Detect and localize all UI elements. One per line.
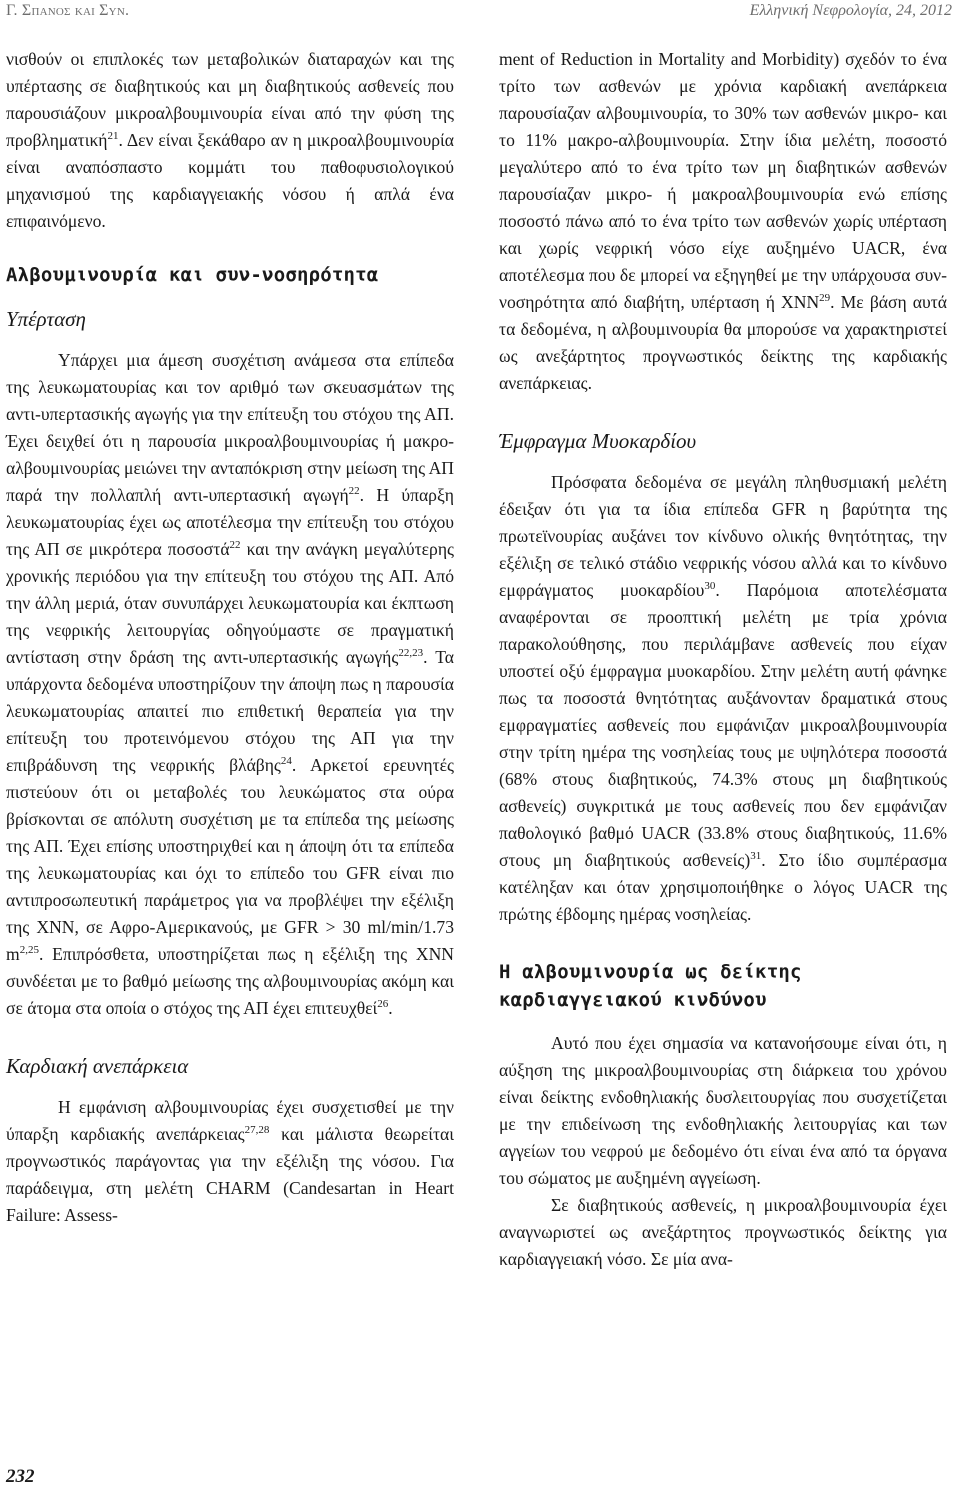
paragraph: Πρόσφατα δεδομένα σε μεγάλη πληθυσμιακή μελέτη έδειξαν ότι για τα ίδια επίπεδα GFR η βαρύτητα της πρωτεϊνουρίας αυξάνει τον κίνδυνο ολικής θνητότητας, την εξέλιξη σε τελικό στάδιο νεφρικής νόσου αλλά και το κίνδυνο εμφράγματος μυοκαρδίου$^{30}$. Παρόμοια αποτελέσματα αναφέρονται σε προοπτική μελέτη με τρία χρόνια παρακολούθησης, που περιλάμβανε ασθενείς που είχαν υποστεί οξύ έμφραγμα μυοκαρδίου. Στην μελέτη αυτή φάνηκε πως τα ποσοστά θνητότητας αυξάνονταν δραματικά στους εμφραγματίες ασθενείς που εμφάνιζαν μικροαλβουμινουρία στην τρίτη ημέρα της νοσηλείας τους με υψηλότερα ποσοστά (68% στους διαβητικούς, 74.3% στους μη διαβητικούς ασθενείς) συγκριτικά με τους ασθενείς που δεν εμφάνιζαν παθολογικό βαθμό UACR (33.8% στους διαβητικούς, 11.6% στους μη διαβητικούς ασθενείς)$^{31}$. Στο ίδιο συμπέρασμα κατέληξαν και όταν χρησιμοποιήθηκε ο λόγος UACR της πρώτης έβδομης ημέρας νοσηλείας. [499,472,948,924]
citation: 30 [704,580,716,592]
running-head-authors: Γ. Σπανος και Συν. [6,2,130,19]
citation: 22 [229,539,241,551]
page-number: 232 [6,1466,35,1487]
citation: 27,28 [244,1124,270,1136]
running-head-journal: Ελληνική Νεφρολογία, 24, 2012 [749,2,952,19]
left-column [6,46,454,1229]
paragraph: Αυτό που έχει σημασία να κατανοήσουμε είναι ότι, η αύξηση της μικροαλβουμινουρίας στη διάρκεια του χρόνου είναι δείκτης ενδοθηλιακής δυσλειτουργίας που συσχετίζεται με την επιδείνωση της ενδοθηλιακής λειτουργίας και των αγγείων του νεφρού με δεδομένο ότι είναι ένα από τα όργανα του σώματος με αυξημένη αγγείωση. [499,1033,947,1188]
citation: 22 [348,485,360,497]
subsection-heading: Υπέρταση [6,307,86,331]
citation: 26 [377,998,389,1010]
right-column [499,46,947,1273]
citation: 21 [107,130,119,142]
running-head [6,2,952,26]
citation: 22,23 [398,647,424,659]
paragraph: ment of Reduction in Mortality and Morbidity) σχεδόν το ένα τρίτο των ασθενών με χρόνια καρδιακή ανεπάρκεια παρουσίαζαν αλβουμινουρία, το 30% των ασθενών μικρο- και το 11% μακρο-αλβουμινουρία. Στην ίδια μελέτη, ποσοστό μεγαλύτερο από το ένα τρίτο των μη διαβητικών ασθενών παρουσίαζαν μικρο- ή μακροαλβουμινουρία ενώ επίσης ποσοστό πάνω από το ένα τρίτο των ασθενών χωρίς υπέρταση και χωρίς νεφρική νόσο είχε αυξημένο UACR, ένα αποτέλεσμα που δε μπορεί να εξηγηθεί με την υπάρχουσα συν-νοσηρότητα από διαβήτη, υπέρταση ή ΧΝΝ$^{29}$. Με βάση αυτά τα δεδομένα, η αλβουμινουρία θα μπορούσε να χαρακτηριστεί ως ανεξάρτητος προγνωστικός δείκτης της καρδιακής ανεπάρκειας. [499,49,947,393]
citation: 24 [280,755,292,767]
section-heading: Αλβουμινουρία και συν-νοσηρότητα [6,264,379,286]
paragraph: Η εμφάνιση αλβουμινουρίας έχει συσχετισθεί με την ύπαρξη καρδιακής ανεπάρκειας$^{27,28}$ και μάλιστα θεωρείται προγνωστικός παράγοντας για την εξέλιξη της νόσου. Για παράδειγμα, στη μελέτη CHARM (Candesartan in Heart Failure: Assess- [6,1097,454,1225]
citation: 2,25 [19,944,39,956]
subsection-heading: Καρδιακή ανεπάρκεια [6,1054,189,1078]
paragraph: Υπάρχει μια άμεση συσχέτιση ανάμεσα στα επίπεδα της λευκωματουρίας και τον αριθμό των σκευασμάτων της αντι-υπερτασικής αγωγής για την επίτευξη του στόχου της ΑΠ. Έχει δειχθεί ότι η παρουσία μικροαλβουμινουρίας ή μακρο-αλβουμινουρίας μειώνει την ανταπόκριση στην μείωση της ΑΠ παρά την πολλαπλή αντι-υπερτασική αγωγή$^{22}$. Η ύπαρξη λευκωματουρίας έχει ως αποτέλεσμα την επίτευξη του στόχου της ΑΠ σε μικρότερα ποσοστά$^{22}$ και την ανάγκη μεγαλύτερης χρονικής περιόδου για την επίτευξη του στόχου της ΑΠ. Από την άλλη μεριά, όταν συνυπάρχει λευκωματουρία και έκπτωση της νεφρικής λειτουργίας οδηγούμαστε σε πραγματική αντίσταση στην δράση της αντι-υπερτασικής αγωγής$^{22,23}$. Τα υπάρχοντα δεδομένα υποστηρίζουν την άποψη πως η παρουσία λευκωματουρίας απαιτεί πιο επιθετική θεραπεία για την επίτευξη του προτεινόμενου στόχου της ΑΠ για την επιβράδυνση της νεφρικής βλάβης$^{24}$. Αρκετοί ερευνητές πιστεύουν ότι οι μεταβολές του λευκώματος στα ούρα βρίσκονται σε απόλυτη συσχέτιση με τα επίπεδα της μείωσης της ΑΠ. Έχει επίσης υποστηριχθεί και η άποψη ότι τα επίπεδα της λευκωματουρίας και όχι το επίπεδο του GFR είναι πιο αντιπροσωπευτική παράμετρος για να προβλέψει την εξέλιξη της ΧΝΝ, σε Αφρο-Αμερικανούς, με GFR > 30 ml/min/1.73 $m^{2,25}$. Επιπρόσθετα, υποστηρίζεται πως η εξέλιξη της ΧΝΝ συνδέεται με το βαθμό μείωσης της αλβουμινουρίας ακόμη και σε άτομα στα οποία ο στόχος της ΑΠ έχει επιτευχθεί$^{26}$. [6,350,454,1018]
paragraph: νισθούν οι επιπλοκές των μεταβολικών διαταραχών και της υπέρτασης σε διαβητικούς και μη διαβητικούς ασθενείς που παρουσιάζουν μικροαλβουμινουρία είναι από την φύση της προβληματική$^{21}$. Δεν είναι ξεκάθαρο αν η μικροαλβουμινουρία είναι αναπόσπαστο κομμάτι του παθοφυσιολογικού μηχανισμού της καρδιαγγειακής νόσου ή απλά ένα επιφαινόμενο. [6,49,454,231]
subsection-heading: Έμφραγμα Μυοκαρδίου [499,429,697,453]
citation: 31 [750,850,762,862]
section-heading: Η αλβουμινουρία ως δείκτης καρδιαγγειακού κινδύνου [499,961,802,1011]
paragraph: Σε διαβητικούς ασθενείς, η μικροαλβουμινουρία έχει αναγνωριστεί ως ανεξάρτητος προγνωστικός δείκτης για καρδιαγγειακή νόσο. Σε μία ανα- [499,1195,947,1269]
citation: 29 [819,292,831,304]
